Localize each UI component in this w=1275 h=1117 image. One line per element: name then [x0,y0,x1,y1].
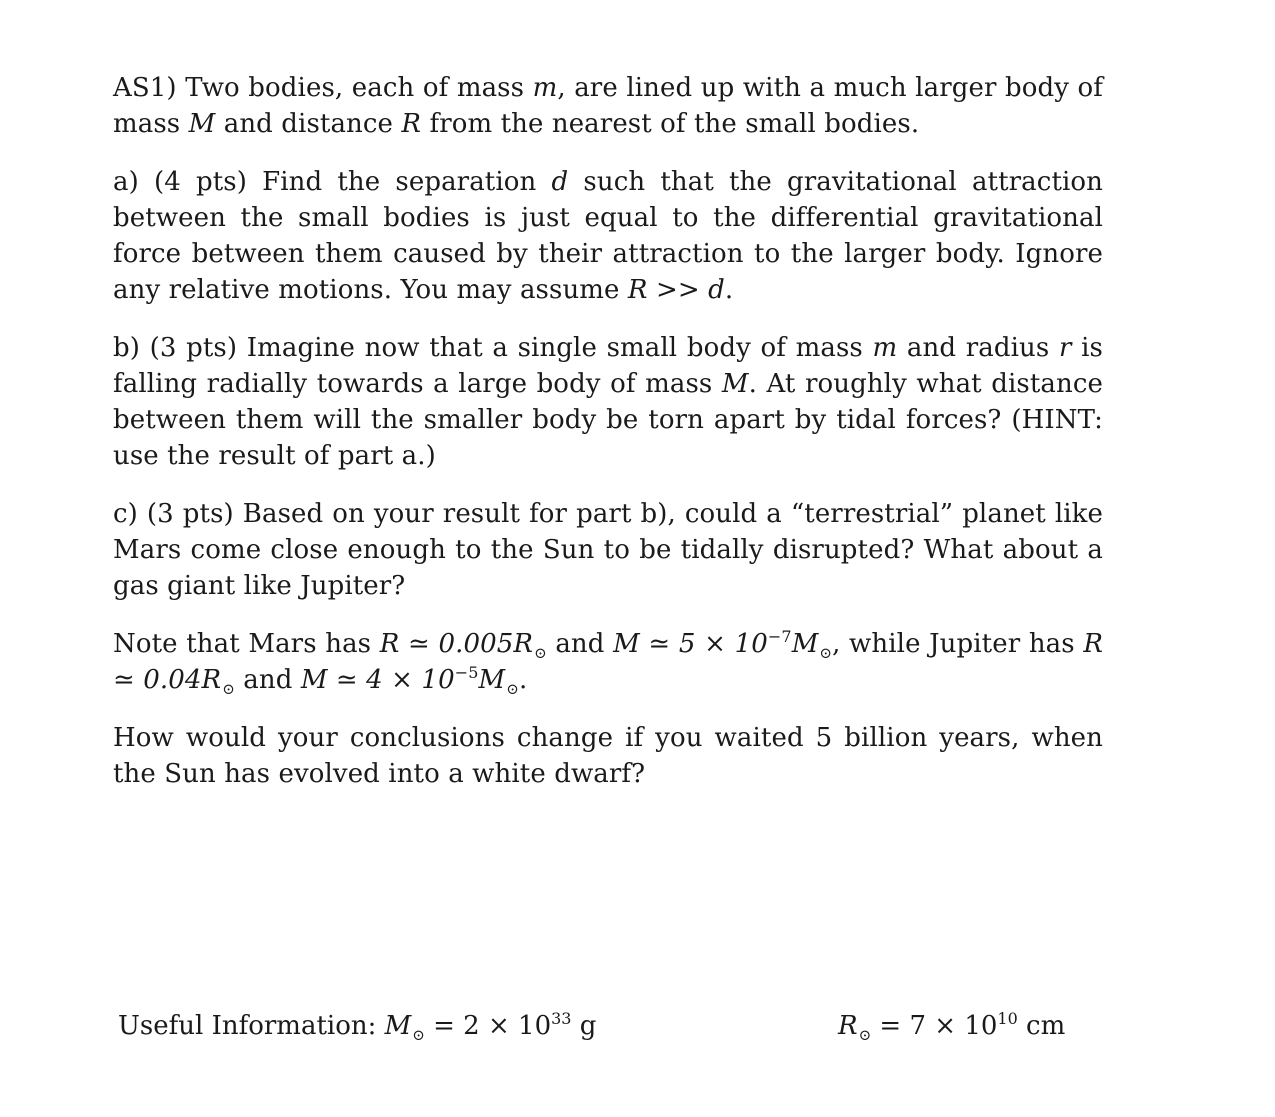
jupiter-mass-exponent: −5 [454,663,479,682]
white-dwarf-question [113,720,1103,792]
var-M: M [721,369,749,399]
note-paragraph [113,626,1103,698]
sun-symbol-icon: ⊙ [222,680,235,698]
sun-mass-unit: g [571,1011,597,1041]
sun-mass-exponent: 33 [551,1009,572,1028]
note-period: . [518,665,528,695]
part-b-label: b) (3 pts) [113,333,238,363]
var-r: r [1058,333,1072,363]
note-and-2: and [243,665,293,695]
part-b-text-4: . At roughly what distance between them will the smaller body be torn apart by tidal forces? (HINT: use the result of part a.) [113,369,1103,471]
problem-page [113,70,1103,814]
part-a [113,164,1103,308]
condition-R-gg-d: R >> d [627,275,725,305]
part-a-text-2: such that the gravitational attraction between the small bodies is just equal to the differential gravitational force between them caused by their attraction to the larger body. Ignore any relative motions. You may assume [113,167,1103,305]
intro-text-3: and distance [223,109,394,139]
var-d: d [551,167,569,197]
part-b-text-1: Imagine now that a single small body of mass [246,333,863,363]
part-c-text: Based on your result for part b), could a “terrestrial” planet like Mars come close enough to the Sun to be tidally disrupted? What about a gas giant like Jupiter? [113,499,1104,601]
mars-mass: M ≃ 5 × 10 [613,629,768,659]
sun-radius-exponent: 10 [997,1009,1018,1028]
var-M: M [188,109,216,139]
intro-text-4: from the nearest of the small bodies. [429,109,920,139]
jupiter-mass: M ≃ 4 × 10 [300,665,455,695]
note-and-1: and [555,629,605,659]
note-text-3: , while Jupiter has [832,629,1075,659]
intro-text-1: Two bodies, each of mass [185,73,525,103]
part-a-text-1: Find the separation [262,167,537,197]
part-b-text-3: is falling radially towards a large body of mass [113,333,1103,399]
useful-info-label: Useful Information: [118,1011,377,1041]
sun-radius-info [838,1008,1065,1044]
sun-symbol-icon: ⊙ [412,1026,425,1044]
sun-radius-symbol: R [838,1011,858,1041]
intro-text-2: , are lined up with a much larger body of mass [113,73,1103,139]
mars-radius: R ≃ 0.005R [379,629,534,659]
mars-mass-exponent: −7 [767,627,792,646]
var-m: m [532,73,558,103]
part-c-label: c) (3 pts) [113,499,234,529]
question-text: How would your conclusions change if you waited 5 billion years, when the Sun has evolved into a white dwarf? [113,723,1103,789]
sun-symbol-icon: ⊙ [534,644,547,662]
problem-intro [113,70,1103,142]
part-a-label: a) (4 pts) [113,167,247,197]
mars-mass-unit: M [791,629,819,659]
part-c [113,496,1103,604]
part-b-text-2: and radius [906,333,1050,363]
useful-information [118,1008,1078,1044]
var-R: R [401,109,422,139]
sun-mass-value: = 2 × 10 [424,1011,552,1041]
jupiter-radius: R ≃ 0.04R [113,629,1103,695]
var-m: m [872,333,898,363]
sun-symbol-icon: ⊙ [819,644,833,662]
sun-mass-symbol: M [384,1011,412,1041]
part-b [113,330,1103,474]
problem-label: AS1) [113,73,177,103]
sun-radius-unit: cm [1017,1011,1066,1041]
part-a-period: . [724,275,734,305]
jupiter-mass-unit: M [478,665,506,695]
note-text-1: Note that Mars has [113,629,372,659]
sun-radius-value: = 7 × 10 [871,1011,998,1041]
sun-symbol-icon: ⊙ [858,1026,872,1044]
sun-symbol-icon: ⊙ [506,680,519,698]
